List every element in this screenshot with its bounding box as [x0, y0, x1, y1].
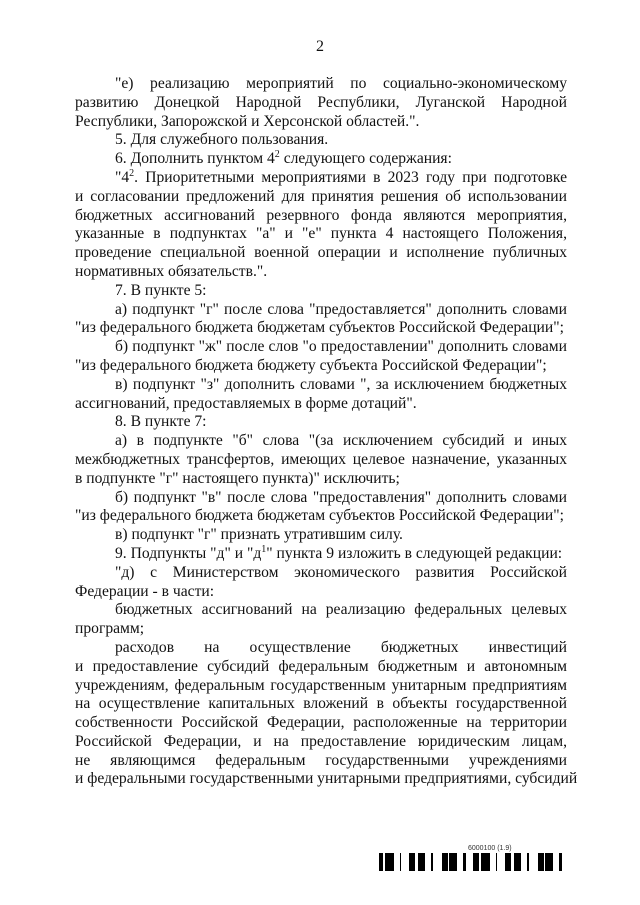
- text-run: на осуществление капитальных вложений в объекты государственной: [75, 695, 567, 713]
- text-run: "из федерального бюджета бюджету субъекта Российской Федерации";: [75, 356, 547, 374]
- text-line: [75, 338, 567, 357]
- page-number: 2: [316, 38, 324, 55]
- text-run: расходов на осуществление бюджетных инвестиций: [115, 638, 567, 656]
- text-run: не являющимся федеральным государственными учреждениями: [75, 751, 567, 769]
- text-line: [75, 301, 567, 320]
- text-line: [75, 507, 567, 526]
- text-line: [75, 432, 567, 451]
- text-run: проведение специальной военной операции и исполнение публичных: [75, 244, 567, 262]
- paragraph: [75, 432, 567, 488]
- text-line: [75, 733, 567, 752]
- text-line: [75, 752, 567, 771]
- document-body: [75, 75, 578, 789]
- text-run: а) подпункт "г" после слова "предоставляется" дополнить словами: [115, 300, 567, 318]
- text-run: Республики, Запорожской и Херсонской областей.".: [75, 112, 420, 130]
- text-run: "из федерального бюджета бюджетам субъектов Российской Федерации";: [75, 507, 564, 525]
- text-line: [75, 695, 567, 714]
- superscript: 2: [129, 167, 135, 179]
- text-line: [75, 583, 567, 602]
- paragraph: [75, 545, 567, 564]
- text-line: [75, 770, 578, 789]
- text-line: [75, 451, 567, 470]
- text-run: бюджетных ассигнований резервного фонда являются мероприятия,: [75, 206, 567, 224]
- paragraph: [75, 376, 567, 414]
- paragraph: [75, 601, 567, 639]
- text-run: "4: [115, 168, 130, 186]
- text-line: [75, 489, 567, 508]
- superscript: 1: [261, 543, 267, 555]
- text-line: [75, 169, 567, 188]
- text-run: 8. В пункте 7:: [115, 413, 207, 431]
- text-line: [75, 319, 567, 338]
- text-run: указанные в подпунктах "а" и "е" пункта 4 настоящего Положения,: [75, 225, 567, 243]
- text-line: [75, 639, 567, 658]
- text-line: [75, 376, 567, 395]
- text-line: [75, 225, 567, 244]
- text-run: " пункта 9 изложить в следующей редакции:: [266, 544, 563, 562]
- paragraph: [75, 301, 567, 339]
- text-line: [75, 658, 567, 677]
- text-line: [75, 188, 567, 207]
- text-line: [75, 470, 567, 489]
- text-line: [75, 564, 567, 583]
- text-line: [75, 282, 567, 301]
- text-run: 6. Дополнить пунктом 4: [115, 150, 275, 168]
- paragraph: [75, 150, 567, 169]
- text-line: [75, 244, 567, 263]
- text-line: [75, 75, 567, 94]
- barcode-caption: 6000100 (1.9): [468, 845, 512, 852]
- text-run: в) подпункт "г" признать утратившим силу.: [115, 526, 403, 544]
- text-line: [75, 357, 567, 376]
- text-run: и согласовании предложений для принятия решения об использовании: [75, 187, 567, 205]
- paragraph: [75, 564, 567, 602]
- text-line: [75, 413, 567, 432]
- text-run: учреждениям, федеральным государственным унитарным предприятиям: [75, 676, 567, 694]
- text-line: [75, 545, 567, 564]
- paragraph: [75, 338, 567, 376]
- text-run: бюджетных ассигнований на реализацию федеральных целевых: [115, 601, 567, 619]
- text-line: [75, 620, 567, 639]
- paragraph: [75, 131, 567, 150]
- text-line: [75, 395, 567, 414]
- text-line: [75, 601, 567, 620]
- text-line: [75, 113, 567, 132]
- text-run: . Приоритетными мероприятиями в 2023 году при подготовке: [134, 168, 567, 186]
- barcode-icon: [379, 853, 571, 871]
- text-run: б) подпункт "в" после слова "предоставления" дополнить словами: [115, 488, 567, 506]
- text-run: 7. В пункте 5:: [115, 281, 207, 299]
- text-run: в) подпункт "з" дополнить словами ", за исключением бюджетных: [115, 375, 567, 393]
- text-run: развитию Донецкой Народной Республики, Луганской Народной: [75, 93, 567, 111]
- paragraph: [75, 489, 567, 527]
- text-run: 9. Подпункты "д" и "д: [115, 544, 262, 562]
- paragraph: [75, 169, 567, 282]
- text-line: [75, 526, 567, 545]
- text-run: "е) реализацию мероприятий по социально-экономическому: [115, 75, 567, 92]
- paragraph: [75, 526, 567, 545]
- text-line: [75, 714, 567, 733]
- paragraph: [75, 413, 567, 432]
- text-run: Российской Федерации, и на предоставление юридическим лицам,: [75, 732, 567, 750]
- text-line: [75, 150, 567, 169]
- paragraph: [75, 282, 567, 301]
- text-run: межбюджетных трансфертов, имеющих целевое назначение, указанных: [75, 450, 567, 468]
- paragraph: [75, 638, 578, 789]
- text-line: [75, 207, 567, 226]
- text-line: [75, 131, 567, 150]
- superscript: 2: [274, 149, 280, 161]
- text-run: б) подпункт "ж" после слов "о предоставлении" дополнить словами: [115, 338, 567, 356]
- text-run: и предоставление субсидий федеральным бюджетным и автономным: [75, 657, 567, 675]
- text-run: следующего содержания:: [279, 150, 452, 168]
- text-run: Федерации - в части:: [75, 582, 215, 600]
- text-run: нормативных обязательств.".: [75, 262, 268, 280]
- text-run: а) в подпункте "б" слова "(за исключением субсидий и иных: [115, 432, 567, 450]
- text-line: [75, 94, 567, 113]
- text-line: [75, 263, 567, 282]
- text-run: и федеральными государственными унитарными предприятиями, субсидий: [75, 770, 578, 788]
- text-run: 5. Для служебного пользования.: [115, 131, 329, 149]
- text-line: [75, 677, 567, 696]
- text-run: "д) с Министерством экономического развития Российской: [115, 563, 567, 581]
- text-run: программ;: [75, 620, 145, 638]
- text-run: ассигнований, предоставляемых в форме дотаций".: [75, 394, 417, 412]
- text-run: "из федерального бюджета бюджетам субъектов Российской Федерации";: [75, 319, 564, 337]
- text-run: собственности Российской Федерации, расположенные на территории: [75, 714, 567, 732]
- paragraph: [75, 75, 567, 131]
- text-run: в подпункте "г" настоящего пункта)" исключить;: [75, 469, 400, 487]
